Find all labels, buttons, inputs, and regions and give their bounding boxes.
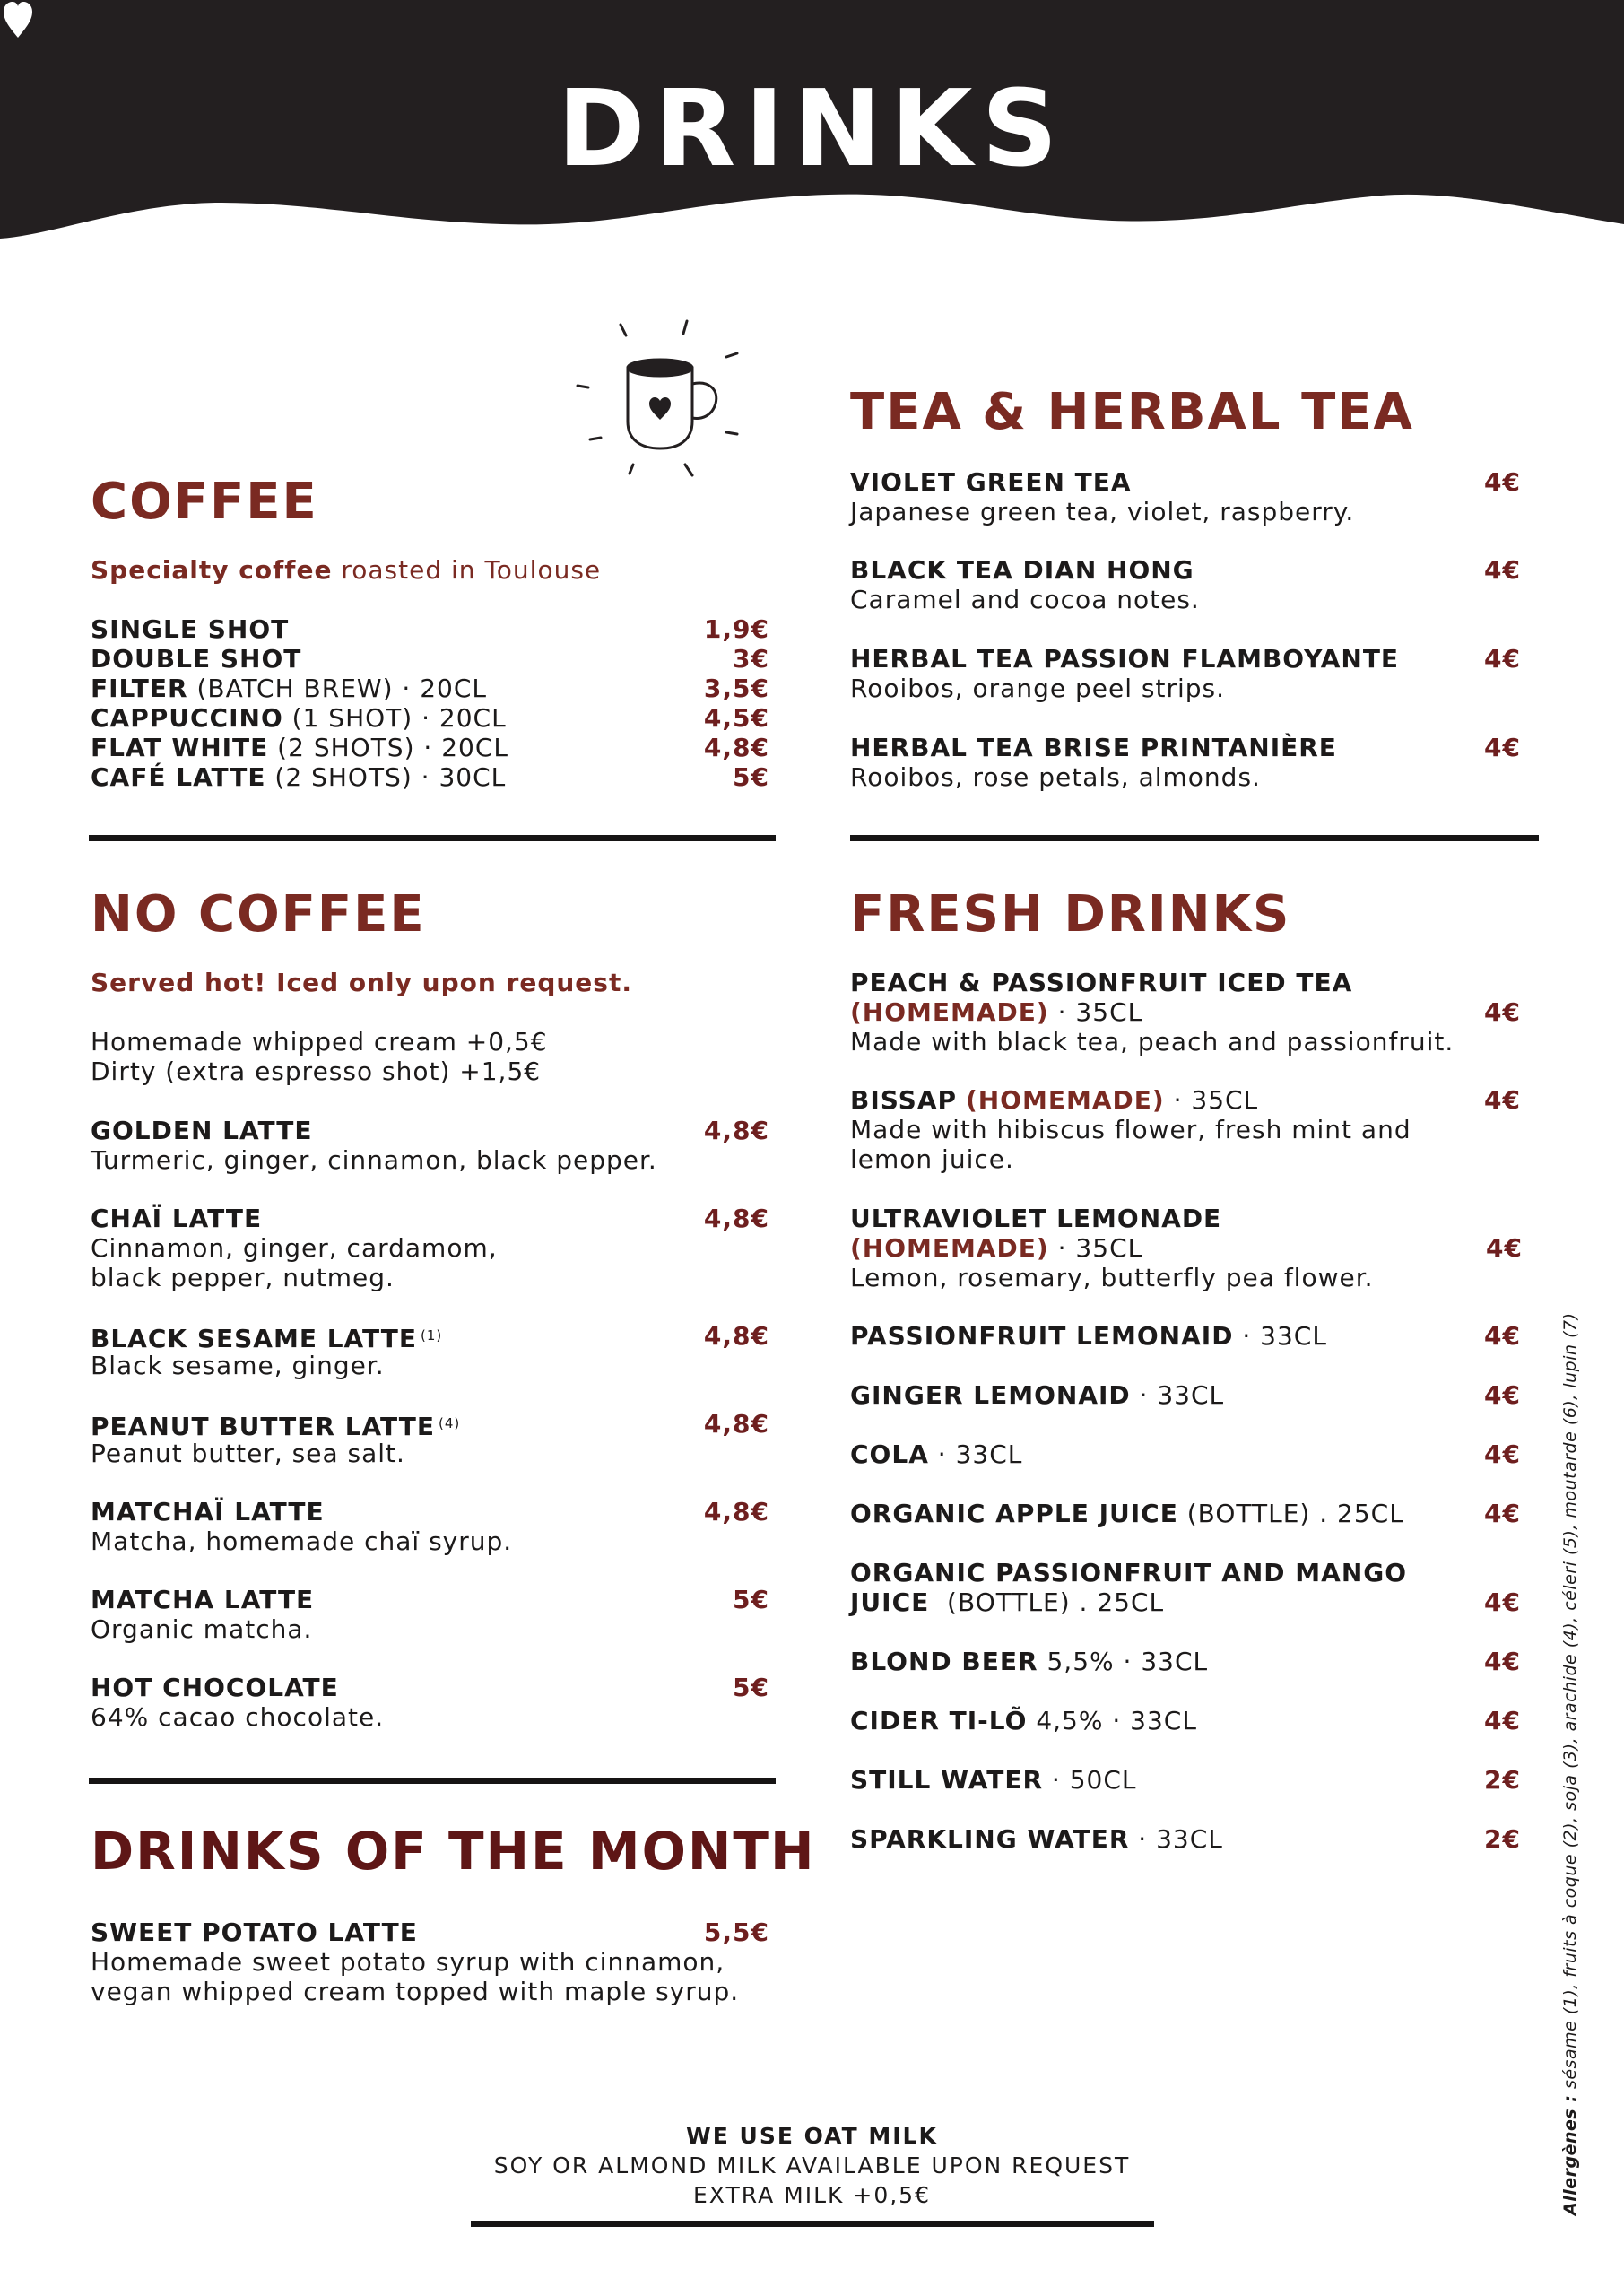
menu-item-herbal-tea-passion: HERBAL TEA PASSION FLAMBOYANTE — [850, 644, 1400, 674]
right-column — [850, 0, 1532, 2296]
extra-option: Homemade whipped cream +0,5€ — [91, 1027, 548, 1057]
item-price: 5€ — [733, 1585, 769, 1614]
item-price: 4,8€ — [703, 1116, 769, 1145]
menu-item-bissap — [850, 1085, 1258, 1115]
item-price: 4€ — [1484, 1380, 1521, 1410]
menu-item-sparkling-water — [850, 1824, 1223, 1854]
item-price: 5,5€ — [703, 1918, 769, 1947]
menu-item-cafe-latte — [91, 762, 506, 792]
heart-icon — [0, 0, 36, 39]
menu-item-violet-green-tea: VIOLET GREEN TEA — [850, 467, 1132, 497]
item-name: SINGLE SHOT — [91, 614, 290, 644]
item-description: vegan whipped cream topped with maple syrup. — [91, 1977, 740, 2006]
item-homemade-size — [850, 997, 1142, 1027]
item-name: BISSAP — [850, 1085, 958, 1115]
item-name: CIDER TI-LÕ — [850, 1706, 1028, 1735]
item-price: 4€ — [1484, 1439, 1521, 1469]
item-detail: · 33CL — [1130, 1380, 1225, 1410]
item-price: 4€ — [1484, 1499, 1521, 1528]
homemade-tag: (HOMEMADE) — [850, 997, 1049, 1027]
footer-milk-options: SOY OR ALMOND MILK AVAILABLE UPON REQUEST — [493, 2152, 1131, 2179]
coffee-subtitle — [91, 555, 601, 585]
menu-item-peanut-butter-latte — [91, 1409, 460, 1441]
item-detail: · 50CL — [1043, 1765, 1137, 1795]
page-title: DRINKS — [557, 66, 1067, 190]
item-detail: 5,5% · 33CL — [1038, 1647, 1209, 1676]
menu-item-hot-chocolate: HOT CHOCOLATE — [91, 1673, 339, 1702]
menu-item-ginger-lemonaid — [850, 1380, 1224, 1410]
menu-item-matchai-latte: MATCHAÏ LATTE — [91, 1497, 325, 1526]
menu-item-cola — [850, 1439, 1022, 1469]
item-price: 5€ — [733, 762, 769, 792]
item-description: Rooibos, rose petals, almonds. — [850, 762, 1261, 792]
item-description: Cinnamon, ginger, cardamom, — [91, 1233, 498, 1263]
item-name: FLAT WHITE — [91, 733, 269, 762]
item-description: black pepper, nutmeg. — [91, 1263, 395, 1292]
item-detail: (BOTTLE) . 25CL — [929, 1587, 1165, 1617]
section-divider — [89, 835, 776, 841]
menu-item-double-shot — [91, 644, 301, 674]
allergen-note: (4) — [439, 1415, 461, 1431]
item-size: · 35CL — [1164, 1085, 1259, 1115]
item-detail: (2 SHOTS) · 30CL — [265, 762, 507, 792]
item-price: 4,5€ — [703, 703, 769, 733]
section-divider — [850, 835, 1539, 841]
item-detail: (1 SHOT) · 20CL — [282, 703, 507, 733]
footer-oat-milk: WE USE OAT MILK — [686, 2123, 938, 2149]
menu-item-still-water — [850, 1765, 1137, 1795]
coffee-subtitle-bold: Specialty coffee — [91, 555, 333, 585]
item-description: Matcha, homemade chaï syrup. — [91, 1526, 513, 1556]
item-detail: (2 SHOTS) · 20CL — [268, 733, 508, 762]
item-price: 4€ — [1484, 1321, 1521, 1351]
fresh-drinks-title: FRESH DRINKS — [850, 885, 1291, 944]
item-name: CAFÉ LATTE — [91, 762, 266, 792]
menu-item-black-tea-dian-hong: BLACK TEA DIAN HONG — [850, 555, 1194, 585]
item-price: 5€ — [733, 1673, 769, 1702]
menu-item-flat-white — [91, 733, 508, 762]
item-description: Made with hibiscus flower, fresh mint and — [850, 1115, 1411, 1144]
item-price: 4,8€ — [703, 733, 769, 762]
no-coffee-subtitle: Served hot! Iced only upon request. — [91, 968, 632, 997]
menu-item-golden-latte: GOLDEN LATTE — [91, 1116, 313, 1145]
item-detail: · 33CL — [1129, 1824, 1223, 1854]
item-price: 4,8€ — [703, 1409, 769, 1439]
item-description: Rooibos, orange peel strips. — [850, 674, 1226, 703]
no-coffee-title: NO COFFEE — [91, 885, 426, 944]
footer-divider — [471, 2221, 1154, 2227]
footer-extra-milk: EXTRA MILK +0,5€ — [693, 2182, 931, 2208]
month-title: DRINKS OF THE MONTH — [91, 1821, 816, 1882]
item-price: 3,5€ — [703, 674, 769, 703]
coffee-subtitle-rest: roasted in Toulouse — [341, 555, 602, 585]
item-name-continued — [850, 1587, 1164, 1617]
item-description: Turmeric, ginger, cinnamon, black pepper. — [91, 1145, 657, 1175]
item-description: Black sesame, ginger. — [91, 1351, 385, 1380]
item-name: STILL WATER — [850, 1765, 1044, 1795]
menu-item-peach-iced-tea: PEACH & PASSIONFRUIT ICED TEA — [850, 968, 1353, 997]
item-size: · 35CL — [1048, 1233, 1143, 1263]
item-price: 4€ — [1484, 733, 1521, 762]
item-name: SPARKLING WATER — [850, 1824, 1130, 1854]
item-price: 4€ — [1484, 555, 1521, 585]
item-price: 4€ — [1486, 1233, 1523, 1263]
item-price: 4€ — [1484, 644, 1521, 674]
item-name: BLACK SESAME LATTE — [91, 1324, 418, 1353]
item-price: 4€ — [1484, 1706, 1521, 1735]
menu-item-single-shot — [91, 614, 289, 644]
item-name: DOUBLE SHOT — [91, 644, 302, 674]
item-price: 4€ — [1484, 1647, 1521, 1676]
item-price: 3€ — [733, 644, 769, 674]
item-description: Peanut butter, sea salt. — [91, 1439, 405, 1468]
menu-item-passionfruit-mango-juice: ORGANIC PASSIONFRUIT AND MANGO — [850, 1558, 1408, 1587]
item-detail: 4,5% · 33CL — [1027, 1706, 1197, 1735]
allergens-text: sésame (1), fruits à coque (2), soja (3), arachide (4), céleri (5), moutarde (6), lupin (7) — [1560, 1312, 1580, 2095]
item-description: Made with black tea, peach and passionfruit. — [850, 1027, 1455, 1057]
tea-title: TEA & HERBAL TEA — [850, 383, 1414, 441]
item-detail: (BOTTLE) . 25CL — [1177, 1499, 1404, 1528]
item-price: 4€ — [1484, 997, 1521, 1027]
item-price: 4,8€ — [703, 1321, 769, 1351]
item-size: · 35CL — [1048, 997, 1143, 1027]
item-description: lemon juice. — [850, 1144, 1014, 1174]
menu-item-herbal-tea-brise: HERBAL TEA BRISE PRINTANIÈRE — [850, 733, 1337, 762]
allergens-label: Allergènes : — [1560, 2094, 1580, 2215]
item-homemade-size — [850, 1233, 1142, 1263]
item-price: 2€ — [1484, 1765, 1521, 1795]
item-price: 1,9€ — [703, 614, 769, 644]
menu-item-filter — [91, 674, 487, 703]
item-detail: · 33CL — [928, 1439, 1023, 1469]
menu-item-cappuccino — [91, 703, 507, 733]
item-name: JUICE — [850, 1587, 930, 1617]
menu-item-passionfruit-lemonaid — [850, 1321, 1327, 1351]
item-description: Lemon, rosemary, butterfly pea flower. — [850, 1263, 1374, 1292]
item-name: BLOND BEER — [850, 1647, 1038, 1676]
item-description: 64% cacao chocolate. — [91, 1702, 385, 1732]
allergen-note: (1) — [421, 1327, 443, 1344]
menu-item-ultraviolet-lemonade: ULTRAVIOLET LEMONADE — [850, 1204, 1222, 1233]
section-divider — [89, 1778, 776, 1784]
item-name: PASSIONFRUIT LEMONAID — [850, 1321, 1234, 1351]
item-description: Caramel and cocoa notes. — [850, 585, 1200, 614]
item-name: GINGER LEMONAID — [850, 1380, 1131, 1410]
item-detail: · 33CL — [1233, 1321, 1327, 1351]
item-price: 2€ — [1484, 1824, 1521, 1854]
homemade-tag: (HOMEMADE) — [850, 1233, 1049, 1263]
coffee-title: COFFEE — [91, 473, 318, 531]
extra-option: Dirty (extra espresso shot) +1,5€ — [91, 1057, 542, 1086]
item-price: 4€ — [1484, 467, 1521, 497]
menu-item-matcha-latte: MATCHA LATTE — [91, 1585, 315, 1614]
item-price: 4,8€ — [703, 1497, 769, 1526]
item-detail: (BATCH BREW) · 20CL — [187, 674, 487, 703]
item-price: 4,8€ — [703, 1204, 769, 1233]
item-name: COLA — [850, 1439, 929, 1469]
item-name: CAPPUCCINO — [91, 703, 283, 733]
menu-item-organic-apple-juice — [850, 1499, 1404, 1528]
menu-item-chai-latte: CHAÏ LATTE — [91, 1204, 263, 1233]
item-description: Organic matcha. — [91, 1614, 313, 1644]
item-description: Homemade sweet potato syrup with cinnamon, — [91, 1947, 725, 1977]
item-price: 4€ — [1484, 1085, 1521, 1115]
item-name: PEANUT BUTTER LATTE — [91, 1412, 435, 1441]
menu-item-blond-beer — [850, 1647, 1208, 1676]
menu-item-cider — [850, 1706, 1197, 1735]
item-description: Japanese green tea, violet, raspberry. — [850, 497, 1355, 526]
item-name: ORGANIC APPLE JUICE — [850, 1499, 1178, 1528]
menu-item-black-sesame-latte — [91, 1321, 442, 1353]
item-price: 4€ — [1484, 1587, 1521, 1617]
item-name: FILTER — [91, 674, 188, 703]
homemade-tag: (HOMEMADE) — [965, 1085, 1165, 1115]
allergens-note — [1560, 1312, 1580, 2215]
menu-item-sweet-potato-latte: SWEET POTATO LATTE — [91, 1918, 418, 1947]
